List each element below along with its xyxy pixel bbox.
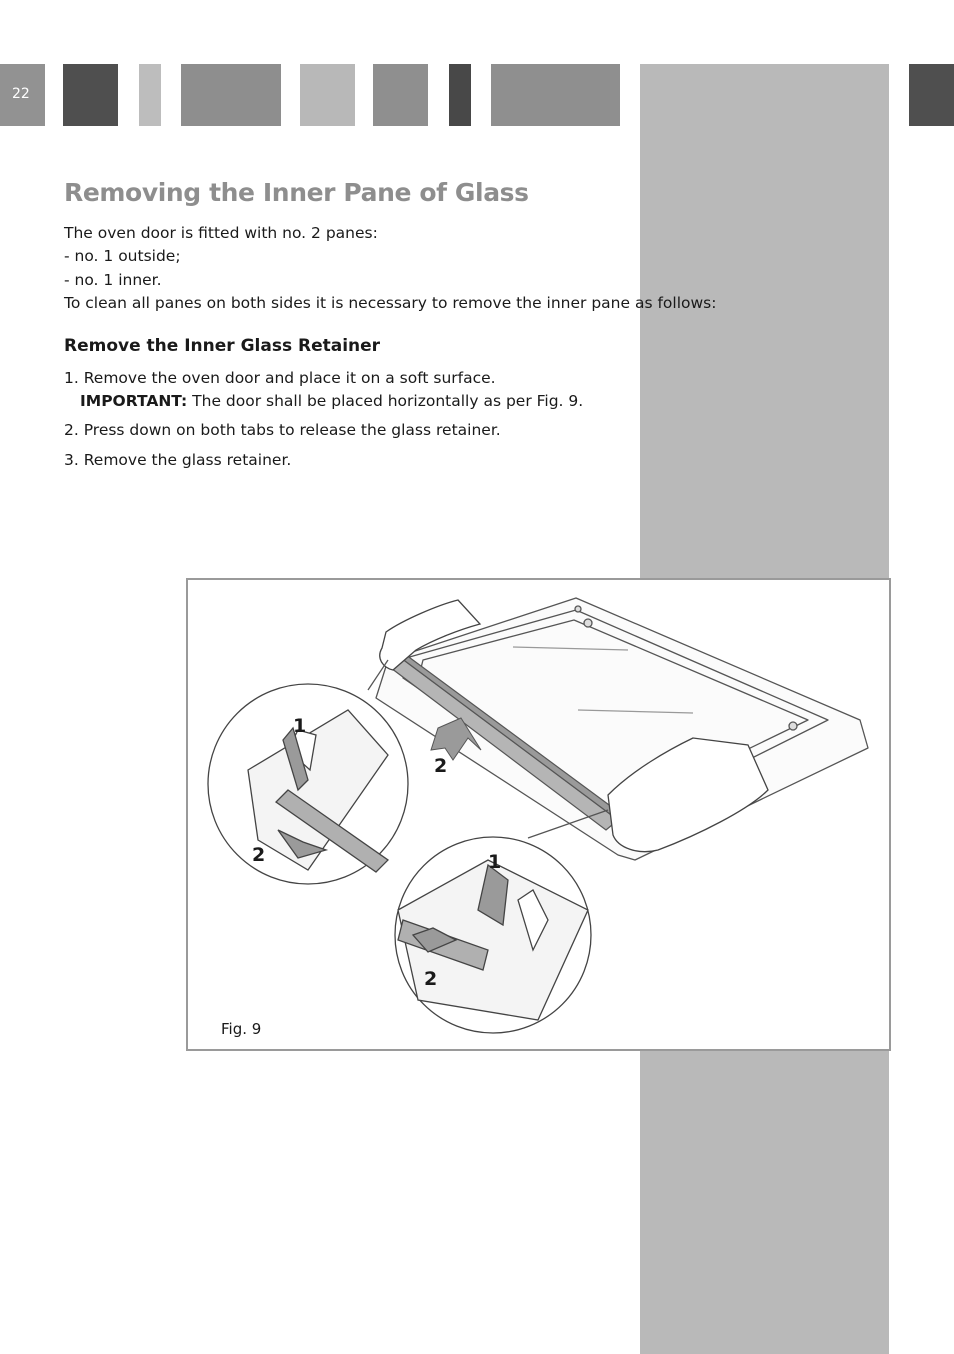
header-block [139,64,161,126]
figure-caption: Fig. 9 [221,1020,262,1038]
intro-line: The oven door is fitted with no. 2 panes: [64,224,378,242]
figure-9 [186,578,891,1051]
page-number: 22 [12,86,30,102]
step-1 [64,367,583,413]
header-block [449,64,471,126]
callout-2: 2 [424,968,438,990]
zoom-circle-right [395,810,608,1033]
callout-1: 1 [488,851,502,873]
intro-line: - no. 1 outside; [64,247,181,266]
header-block [300,64,355,126]
intro-line: - no. 1 inner. [64,270,162,289]
section-heading: Remove the Inner Glass Retainer [64,336,381,356]
callout-2: 2 [252,844,266,866]
header-block [63,64,118,126]
step-3: 3. Remove the glass retainer. [64,451,292,469]
header-block [373,64,428,126]
intro-line: To clean all panes on both sides it is necessary to remove the inner pane as follows: [64,293,717,312]
step-2: 2. Press down on both tabs to release the glass retainer. [64,421,501,439]
callout-2: 2 [434,755,448,777]
step-1-text: 1. Remove the oven door and place it on a soft surface. [64,369,496,387]
header-block [491,64,620,126]
header-block [181,64,281,126]
header-block [909,64,954,126]
step-1-important [64,390,583,413]
important-text: The door shall be placed horizontally as per Fig. 9. [187,392,584,410]
page-title: Removing the Inner Pane of Glass [64,178,529,207]
intro-text [64,222,717,315]
oven-door-illustration [188,580,889,1049]
callout-1: 1 [293,715,307,737]
important-label: IMPORTANT: [80,392,188,410]
